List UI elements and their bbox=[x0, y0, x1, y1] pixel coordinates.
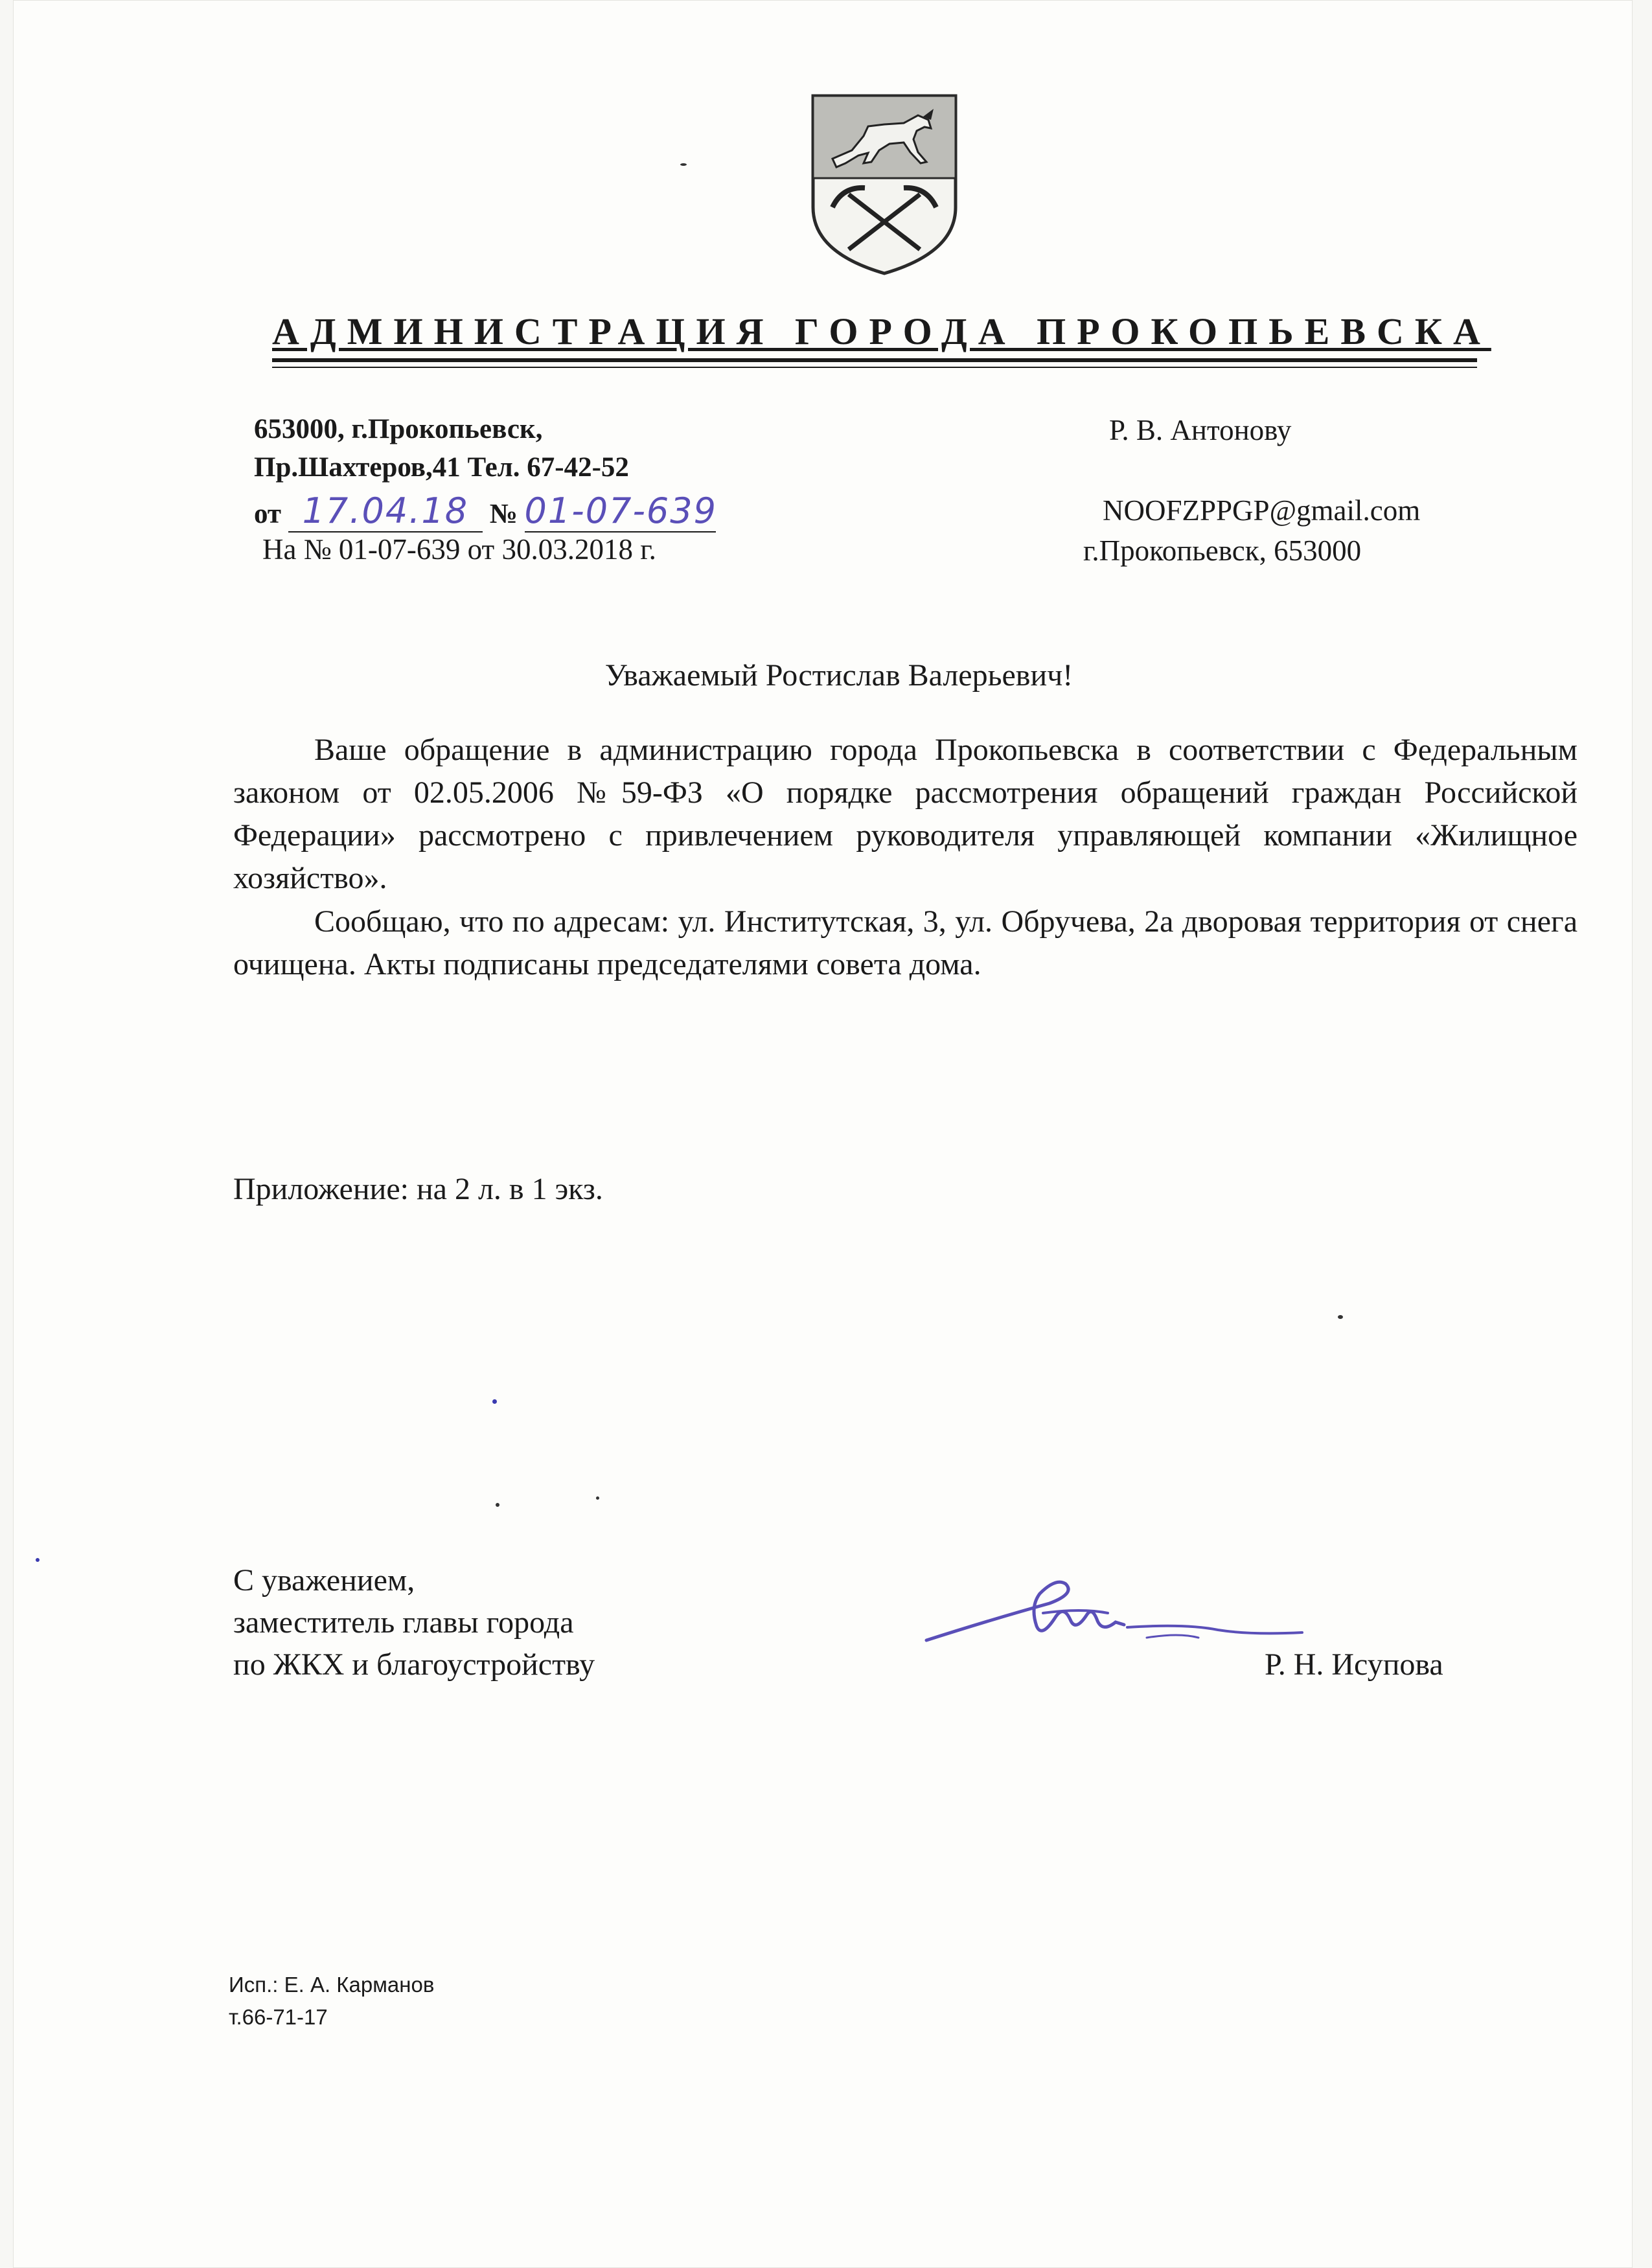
sender-address-line1: 653000, г.Прокопьевск, bbox=[254, 414, 543, 444]
letterhead-rule-thin bbox=[272, 367, 1477, 368]
recipient-email: NOOFZPPGP@gmail.com bbox=[1103, 494, 1421, 527]
scan-speck bbox=[496, 1503, 499, 1507]
letter-page bbox=[13, 0, 1633, 2268]
city-coat-of-arms-icon bbox=[807, 91, 962, 279]
executor-phone: т.66-71-17 bbox=[229, 2005, 328, 2029]
organization-title: АДМИНИСТРАЦИЯ ГОРОДА ПРОКОПЬЕВСКА bbox=[272, 310, 1491, 352]
number-field bbox=[525, 490, 716, 533]
recipient-name: Р. В. Антонову bbox=[1109, 414, 1292, 446]
sender-address-line2: Пр.Шахтеров,41 Тел. 67-42-52 bbox=[254, 452, 629, 483]
scan-speck bbox=[680, 163, 687, 166]
body-paragraph-1: Ваше обращение в администрацию города Прокопьевска в соответствии с Федеральным законом от 02.05.2006 №59-ФЗ «О порядке рассмотрения обращений граждан Российской Федерации» рассмотрено с привлечением руководителя управляющей компании «Жилищное хозяйство». bbox=[233, 733, 1577, 895]
date-field bbox=[288, 490, 483, 533]
salutation: Уважаемый Ростислав Валерьевич! bbox=[604, 658, 1073, 693]
signer-position-line2: по ЖКХ и благоустройству bbox=[233, 1647, 595, 1682]
scan-speck bbox=[36, 1558, 40, 1562]
executor-name: Исп.: Е. А. Карманов bbox=[229, 1973, 435, 1997]
closing-regards: С уважением, bbox=[233, 1563, 415, 1598]
incoming-reference: На № 01-07-639 от 30.03.2018 г. bbox=[262, 533, 656, 566]
outgoing-registration bbox=[254, 490, 716, 533]
scan-speck bbox=[1338, 1315, 1343, 1319]
signer-name: Р. Н. Исупова bbox=[1265, 1647, 1443, 1682]
scan-speck bbox=[492, 1399, 497, 1404]
date-prefix: от bbox=[254, 499, 282, 529]
handwritten-signature-icon bbox=[913, 1568, 1315, 1665]
letterhead-rule-thick bbox=[272, 358, 1477, 362]
handwritten-number: 01-07-639 bbox=[524, 490, 717, 531]
body-paragraph-2: Сообщаю, что по адресам: ул. Институтская, 3, ул. Обручева, 2а дворовая территория от снега очищена. Акты подписаны председателями совета дома. bbox=[233, 904, 1577, 981]
recipient-address: г.Прокопьевск, 653000 bbox=[1083, 534, 1362, 567]
signer-position-line1: заместитель главы города bbox=[233, 1605, 574, 1640]
handwritten-date: 17.04.18 bbox=[302, 490, 469, 531]
attachment-note: Приложение: на 2 л. в 1 экз. bbox=[233, 1172, 603, 1206]
number-prefix: № bbox=[489, 499, 518, 529]
scan-speck bbox=[596, 1496, 599, 1500]
